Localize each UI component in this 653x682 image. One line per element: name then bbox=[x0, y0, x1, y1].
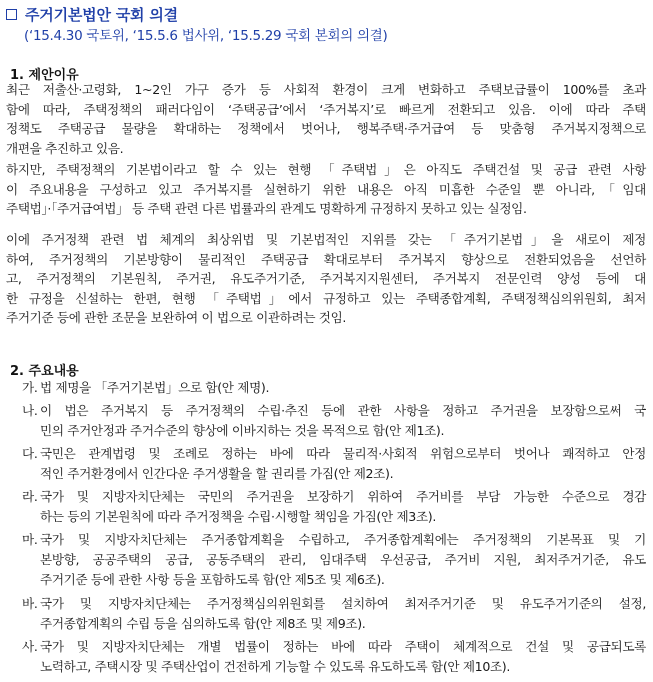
list-item-line: 국가 및 지방자치단체는 주거종합계획을 수립하고, 주거종합계획에는 주거정책의 기본목표 및 기 bbox=[40, 532, 646, 547]
list-item bbox=[22, 487, 646, 527]
list-item bbox=[22, 444, 646, 484]
paragraph-line: 이에 주거정책 관련 법 체계의 최상위법 및 기본법적인 지위를 갖는 「주거기본법」을 새로이 제정 bbox=[6, 232, 646, 247]
page-title: 주거기본법안 국회 의결 bbox=[25, 6, 178, 24]
list-marker: 가. bbox=[22, 380, 38, 395]
page-subtitle: (‘15.4.30 국토위, ‘15.5.6 법사위, ‘15.5.29 국회 본회의 의결) bbox=[24, 28, 388, 44]
list-item bbox=[22, 594, 646, 634]
list-marker: 다. bbox=[22, 446, 38, 461]
section-heading-proposal-reason: 1. 제안이유 bbox=[10, 68, 79, 83]
list-item bbox=[22, 401, 646, 441]
list-item-line: 주거종합계획의 수립 등을 심의하도록 함(안 제8조 및 제9조). bbox=[40, 616, 366, 632]
list-item-line: 법 제명을 「주거기본법」으로 함(안 제명). bbox=[40, 380, 270, 395]
list-item-line: 민의 주거안정과 주거수준의 향상에 이바지하는 것을 목적으로 함(안 제1조). bbox=[40, 423, 445, 439]
list-item-line: 본방향, 공공주택의 공급, 공동주택의 관리, 임대주택 우선공급, 주거비 지원, 최저주거기준, 유도 bbox=[40, 552, 646, 568]
paragraph-line: 주거기준 등에 관한 조문을 보완하여 이 법으로 이관하려는 것임. bbox=[6, 310, 347, 326]
paragraph-line: 정책도 주택공급 물량을 확대하는 정책에서 벗어나, 행복주택·주거급여 등 맞춤형 주거복지정책으로 bbox=[6, 121, 646, 137]
list-item-line: 주거기준 등에 관한 사항 등을 포함하도록 함(안 제5조 및 제6조). bbox=[40, 572, 385, 588]
list-item bbox=[22, 637, 646, 677]
list-item-line: 국가 및 지방자치단체는 개별 법률이 정하는 바에 따라 주택이 체계적으로 건설 및 공급되도록 bbox=[40, 639, 646, 654]
section-heading-main-content: 2. 주요내용 bbox=[10, 364, 79, 379]
title-row bbox=[6, 4, 178, 25]
square-bullet-icon bbox=[6, 9, 17, 20]
paragraph-line: 하여, 주거정책의 기본방향이 물리적인 주택공급 확대로부터 주거복지 향상으로 전환되었음을 선언하 bbox=[6, 251, 646, 267]
list-item-line: 국민은 관계법령 및 조례로 정하는 바에 따라 물리적·사회적 위험으로부터 벗어나 쾌적하고 안정 bbox=[40, 446, 646, 461]
list-marker: 라. bbox=[22, 489, 38, 504]
paragraph-1 bbox=[6, 80, 646, 158]
list-item-line: 국가 및 지방자치단체는 주거정책심의위원회를 설치하여 최저주거기준 및 유도주거기준의 설정, bbox=[40, 596, 646, 611]
list-item-line: 노력하고, 주택시장 및 주택산업이 건전하게 기능할 수 있도록 유도하도록 함(안 제10조). bbox=[40, 659, 511, 675]
paragraph-line: 주택법」·「주거급여법」 등 주택 관련 다른 법률과의 관계도 명확하게 규정하지 못하고 있는 실정임. bbox=[6, 201, 527, 217]
paragraph-line: 개편을 추진하고 있음. bbox=[6, 140, 124, 156]
list-marker: 나. bbox=[22, 403, 38, 418]
list-item-line: 이 법은 주거복지 등 주거정책의 수립·추진 등에 관한 사항을 정하고 주거권을 보장함으로써 국 bbox=[40, 403, 646, 418]
list-item-line: 하는 등의 기본원칙에 따라 주거정책을 수립·시행할 책임을 가짐(안 제3조). bbox=[40, 509, 436, 525]
paragraph-line: 한 규정을 신설하는 한편, 현행 「주택법」에서 규정하고 있는 주택종합계획, 주택정책심의위원회, 최저 bbox=[6, 290, 646, 306]
paragraph-3 bbox=[6, 230, 646, 328]
list-marker: 바. bbox=[22, 596, 38, 611]
list-item bbox=[22, 530, 646, 591]
list-marker: 사. bbox=[22, 639, 38, 654]
paragraph-line: 고, 주거정책의 기본원칙, 주거권, 유도주거기준, 주거복지지원센터, 주거복지 전문인력 양성 등에 대 bbox=[6, 271, 646, 287]
paragraph-line: 함에 따라, 주택정책의 패러다임이 ‘주택공급’에서 ‘주거복지’로 빠르게 전환되고 있음. 이에 따라 주택 bbox=[6, 101, 646, 117]
paragraph-line: 이 주요내용을 구성하고 있고 주거복지를 실현하기 위한 내용은 아직 미흡한 수준일 뿐 아니라,「임대 bbox=[6, 181, 646, 197]
list-item-line: 적인 주거환경에서 인간다운 주거생활을 할 권리를 가짐(안 제2조). bbox=[40, 466, 394, 482]
paragraph-line: 하지만, 주택정책의 기본법이라고 할 수 있는 현행 「주택법」은 아직도 주택건설 및 공급 관련 사항 bbox=[6, 162, 646, 177]
list-item bbox=[22, 378, 646, 398]
list-item-line: 국가 및 지방자치단체는 국민의 주거권을 보장하기 위하여 주거비를 부담 가능한 수준으로 경감 bbox=[40, 489, 646, 504]
paragraph-2 bbox=[6, 160, 646, 219]
list-marker: 마. bbox=[22, 532, 38, 547]
paragraph-line: 최근 저출산·고령화, 1~2인 가구 증가 등 사회적 환경이 크게 변화하고 주택보급률이 100%를 초과 bbox=[6, 82, 646, 97]
